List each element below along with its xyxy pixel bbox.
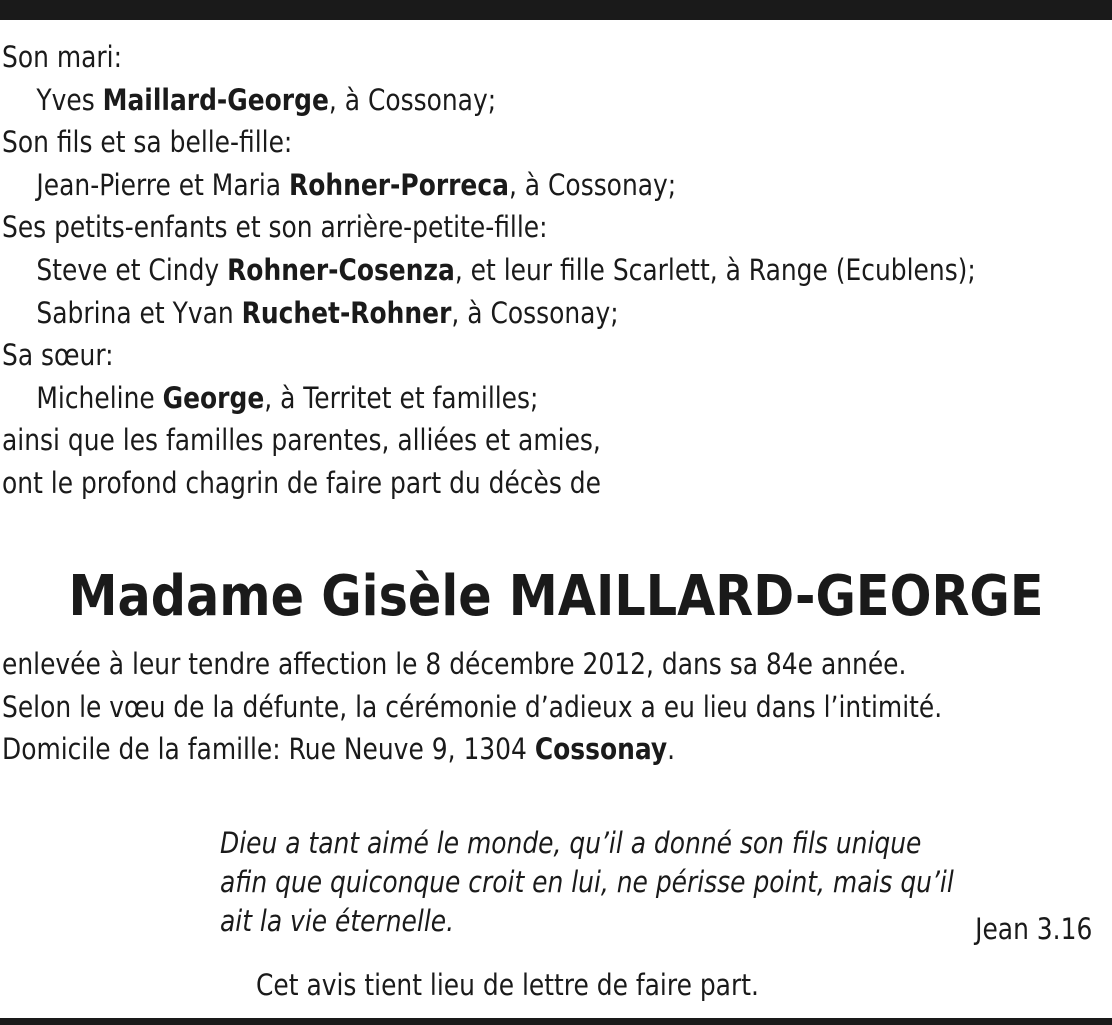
grandchild-entry-2 bbox=[2, 292, 1108, 335]
domicile-suffix: . bbox=[667, 732, 676, 767]
husband-label: Son mari: bbox=[2, 40, 122, 74]
relatives-line: ainsi que les familles parentes, alliées et amies, bbox=[2, 423, 601, 458]
grandchildren-label: Ses petits-enfants et son arrière-petite-fille: bbox=[2, 210, 548, 245]
husband-entry bbox=[2, 79, 1108, 122]
son-location: , à Cossonay; bbox=[508, 167, 677, 202]
grandchild2-location: , à Cossonay; bbox=[451, 295, 619, 330]
closing-note: Cet avis tient lieu de lettre de faire part. bbox=[256, 968, 759, 1002]
son-surname: Rohner-Porreca bbox=[288, 167, 509, 202]
sister-given-name: Micheline bbox=[36, 380, 163, 415]
sister-label: Sa sœur: bbox=[2, 338, 114, 373]
top-rule bbox=[0, 0, 1112, 20]
husband-given-name: Yves bbox=[36, 82, 103, 117]
domicile-line bbox=[2, 728, 1108, 771]
grandchild1-location: , et leur fille Scarlett, à Range (Ecublens); bbox=[454, 252, 976, 287]
deceased-name: Madame Gisèle MAILLARD-GEORGE bbox=[68, 564, 1044, 629]
bottom-rule bbox=[0, 1018, 1112, 1025]
grandchild1-given-names: Steve et Cindy bbox=[36, 252, 228, 287]
sister-entry bbox=[2, 377, 1108, 420]
bible-quote bbox=[220, 824, 1106, 941]
family-list bbox=[2, 36, 1108, 505]
quote-line-1: Dieu a tant aimé le monde, qu’il a donné son fils unique bbox=[220, 826, 922, 860]
husband-surname: Maillard-George bbox=[102, 82, 329, 117]
grandchild2-surname: Ruchet-Rohner bbox=[241, 295, 452, 330]
husband-location: , à Cossonay; bbox=[328, 82, 497, 117]
sister-surname: George bbox=[162, 380, 265, 415]
domicile-address: Domicile de la famille: Rue Neuve 9, 1304 bbox=[2, 732, 535, 767]
announcement-line: ont le profond chagrin de faire part du décès de bbox=[2, 465, 601, 500]
sister-location: , à Territet et familles; bbox=[264, 380, 539, 415]
son-label: Son fils et sa belle-fille: bbox=[2, 125, 293, 160]
grandchild-entry-1 bbox=[2, 249, 1108, 292]
quote-line-2: afin que quiconque croit en lui, ne périsse point, mais qu’il bbox=[220, 865, 954, 899]
passing-line: enlevée à leur tendre affection le 8 décembre 2012, dans sa 84e année. bbox=[2, 647, 907, 681]
ceremony-line: Selon le vœu de la défunte, la cérémonie d’adieux a eu lieu dans l’intimité. bbox=[2, 689, 943, 724]
son-entry bbox=[2, 164, 1108, 207]
grandchild1-surname: Rohner-Cosenza bbox=[227, 252, 455, 287]
quote-reference: Jean 3.16 bbox=[974, 912, 1092, 946]
deceased-name-heading bbox=[0, 562, 1112, 632]
quote-line-3: ait la vie éternelle. bbox=[220, 904, 455, 938]
details-block bbox=[2, 643, 1108, 771]
domicile-city: Cossonay bbox=[534, 732, 668, 767]
grandchild2-given-names: Sabrina et Yvan bbox=[36, 295, 242, 330]
son-given-names: Jean-Pierre et Maria bbox=[36, 167, 289, 202]
